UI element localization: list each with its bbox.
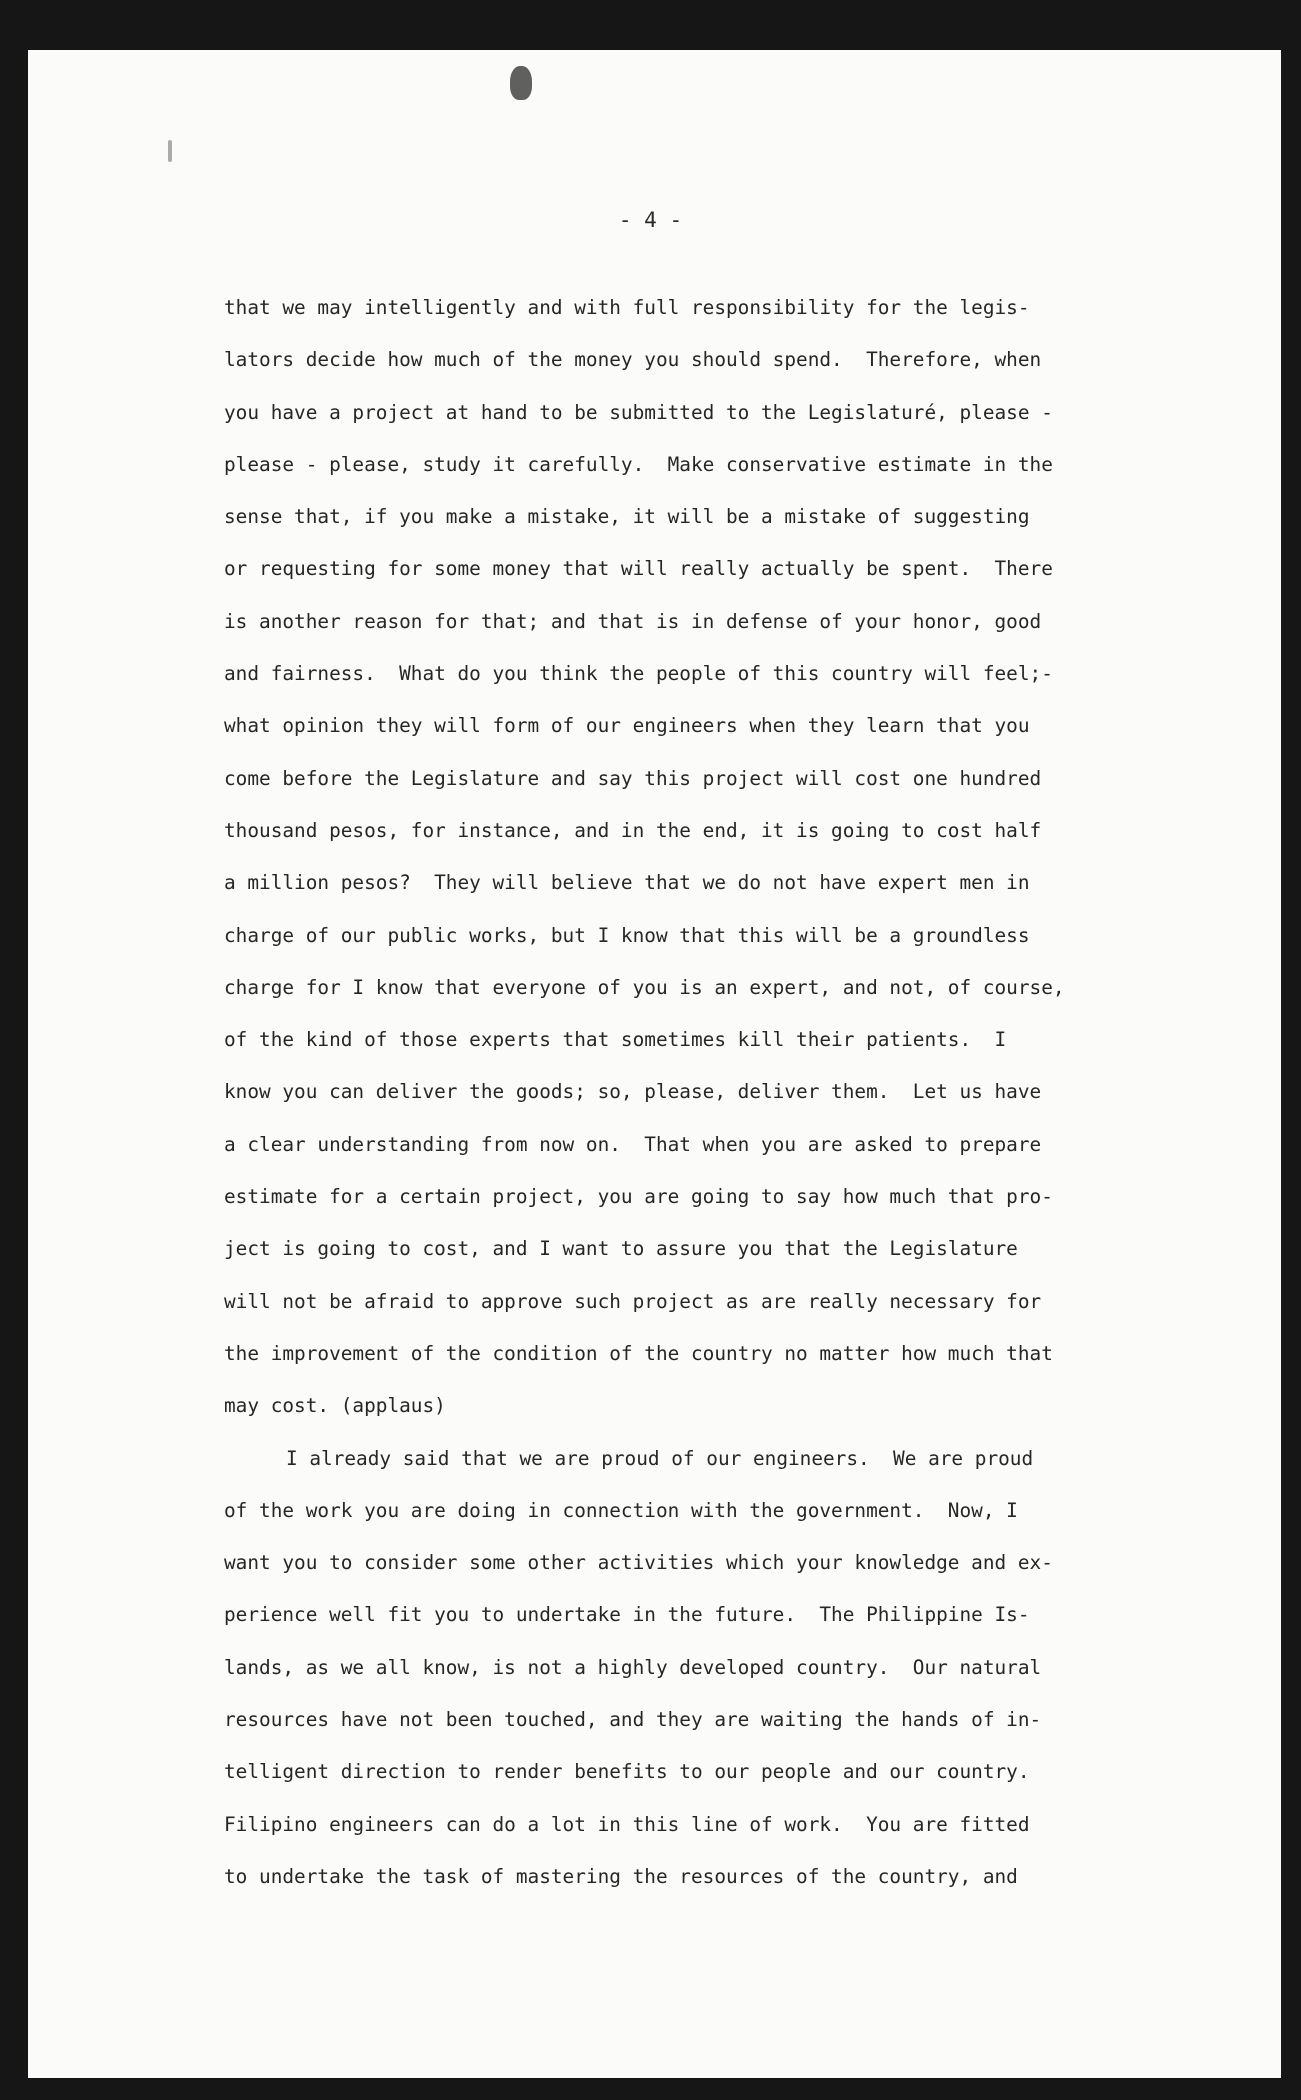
text-line: know you can deliver the goods; so, please, deliver them. Let us have <box>224 1080 1042 1104</box>
text-line: charge of our public works, but I know that this will be a groundless <box>224 923 1030 947</box>
text-line: please - please, study it carefully. Make conservative estimate in the <box>224 452 1053 476</box>
text-line: a clear understanding from now on. That when you are asked to prepare <box>224 1132 1042 1156</box>
page-number: - 4 - <box>618 208 683 232</box>
text-line: may cost. (applaus) <box>224 1394 446 1418</box>
text-line: telligent direction to render benefits to our people and our country. <box>224 1760 1030 1784</box>
text-line: to undertake the task of mastering the resources of the country, and <box>224 1864 1018 1888</box>
text-line: and fairness. What do you think the people of this country will feel;- <box>224 662 1053 686</box>
text-line: or requesting for some money that will really actually be spent. There <box>224 557 1053 581</box>
text-line: of the kind of those experts that sometimes kill their patients. I <box>224 1028 1007 1052</box>
text-line: charge for I know that everyone of you is an expert, and not, of course, <box>224 975 1065 999</box>
text-line: sense that, if you make a mistake, it will be a mistake of suggesting <box>224 505 1030 529</box>
text-line: the improvement of the condition of the country no matter how much that <box>224 1341 1053 1365</box>
text-line: is another reason for that; and that is in defense of your honor, good <box>224 609 1042 633</box>
paragraph-start-line: I already said that we are proud of our engineers. We are proud <box>286 1446 1034 1470</box>
text-line: that we may intelligently and with full responsibility for the legis- <box>224 296 1030 319</box>
text-line: ject is going to cost, and I want to assure you that the Legislature <box>224 1237 1018 1261</box>
text-line: estimate for a certain project, you are going to say how much that pro- <box>224 1185 1053 1209</box>
text-line: you have a project at hand to be submitted to the Legislaturé, please - <box>224 400 1053 424</box>
text-line: a million pesos? They will believe that we do not have expert men in <box>224 871 1030 895</box>
body-text <box>224 282 1224 1903</box>
ink-stain <box>510 66 532 100</box>
text-line: what opinion they will form of our engineers when they learn that you <box>224 714 1030 738</box>
text-line: lands, as we all know, is not a highly developed country. Our natural <box>224 1655 1042 1679</box>
text-line: resources have not been touched, and they are waiting the hands of in- <box>224 1708 1042 1732</box>
text-line: of the work you are doing in connection with the government. Now, I <box>224 1498 1018 1522</box>
text-line: want you to consider some other activities which your knowledge and ex- <box>224 1551 1053 1575</box>
text-line: lators decide how much of the money you should spend. Therefore, when <box>224 348 1042 372</box>
text-line: perience well fit you to undertake in the future. The Philippine Is- <box>224 1603 1030 1627</box>
text-line: thousand pesos, for instance, and in the end, it is going to cost half <box>224 818 1042 842</box>
margin-smudge <box>168 140 172 162</box>
text-line: Filipino engineers can do a lot in this line of work. You are fitted <box>224 1812 1030 1836</box>
text-line: will not be afraid to approve such project as are really necessary for <box>224 1289 1042 1313</box>
text-line: come before the Legislature and say this project will cost one hundred <box>224 766 1042 790</box>
